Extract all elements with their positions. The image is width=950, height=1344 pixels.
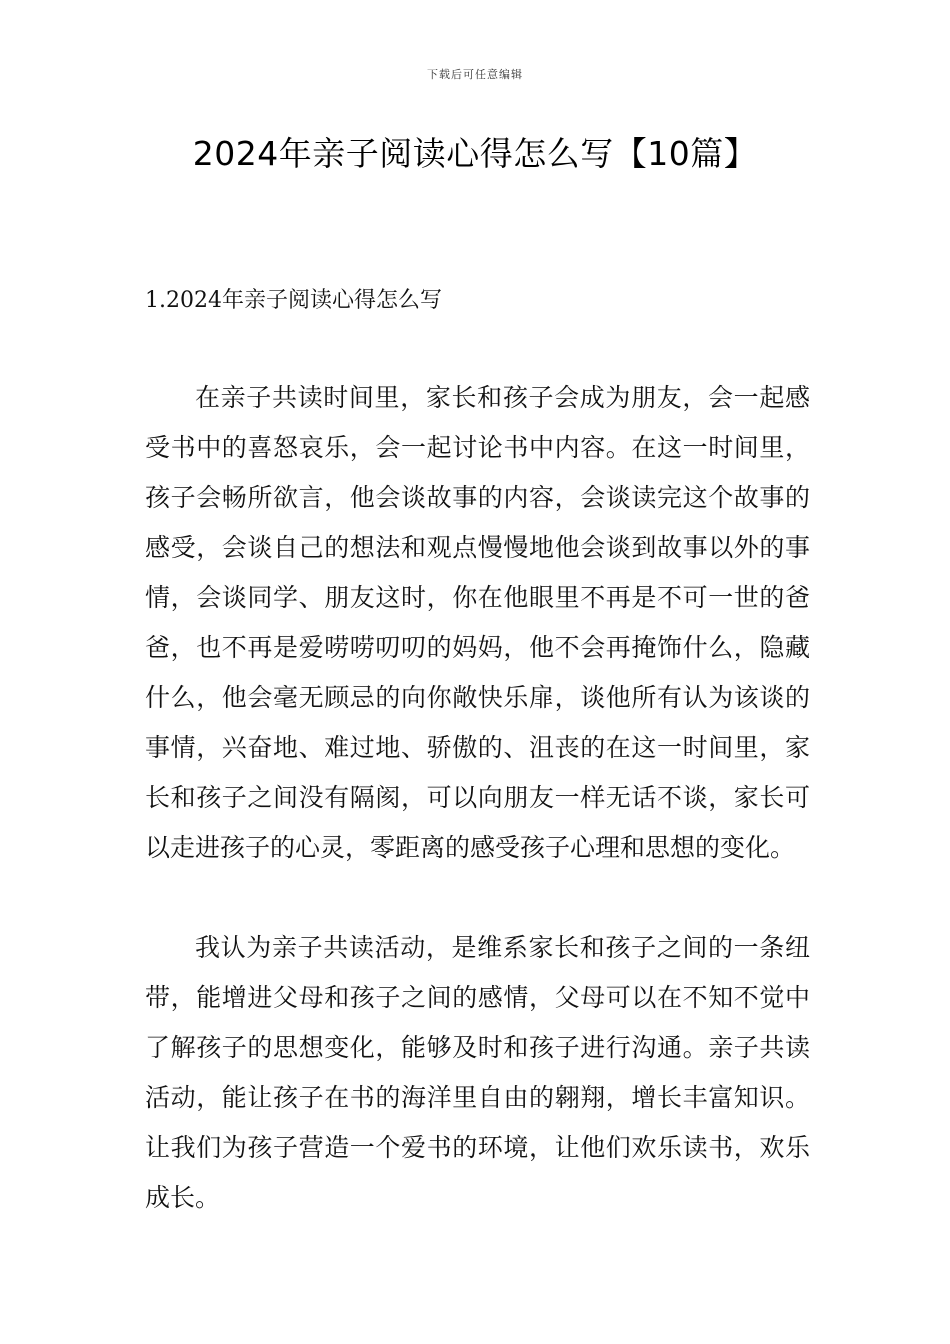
header-note: 下载后可任意编辑: [427, 68, 523, 81]
body-paragraph: 在亲子共读时间里，家长和孩子会成为朋友，会一起感受书中的喜怒哀乐，会一起讨论书中内容。在这一时间里，孩子会畅所欲言，他会谈故事的内容，会谈读完这个故事的感受，会谈自己的想法和观点慢慢地他会谈到故事以外的事情，会谈同学、朋友这时，你在他眼里不再是不可一世的爸爸，也不再是爱唠唠叨叨的妈妈，他不会再掩饰什么，隐藏什么，他会毫无顾忌的向你敞快乐扉，谈他所有认为该谈的事情，兴奋地、难过地、骄傲的、沮丧的在这一时间里，家长和孩子之间没有隔阂，可以向朋友一样无话不谈，家长可以走进孩子的心灵，零距离的感受孩子心理和思想的变化。: [145, 383, 810, 862]
document-title: 2024年亲子阅读心得怎么写【10篇】: [192, 134, 758, 173]
body-paragraph: 我认为亲子共读活动，是维系家长和孩子之间的一条纽带，能增进父母和孩子之间的感情，父母可以在不知不觉中了解孩子的思想变化，能够及时和孩子进行沟通。亲子共读活动，能让孩子在书的海洋里自由的翱翔，增长丰富知识。让我们为孩子营造一个爱书的环境，让他们欢乐读书，欢乐成长。: [145, 933, 810, 1212]
section-heading: 1.2024年亲子阅读心得怎么写: [145, 288, 442, 313]
